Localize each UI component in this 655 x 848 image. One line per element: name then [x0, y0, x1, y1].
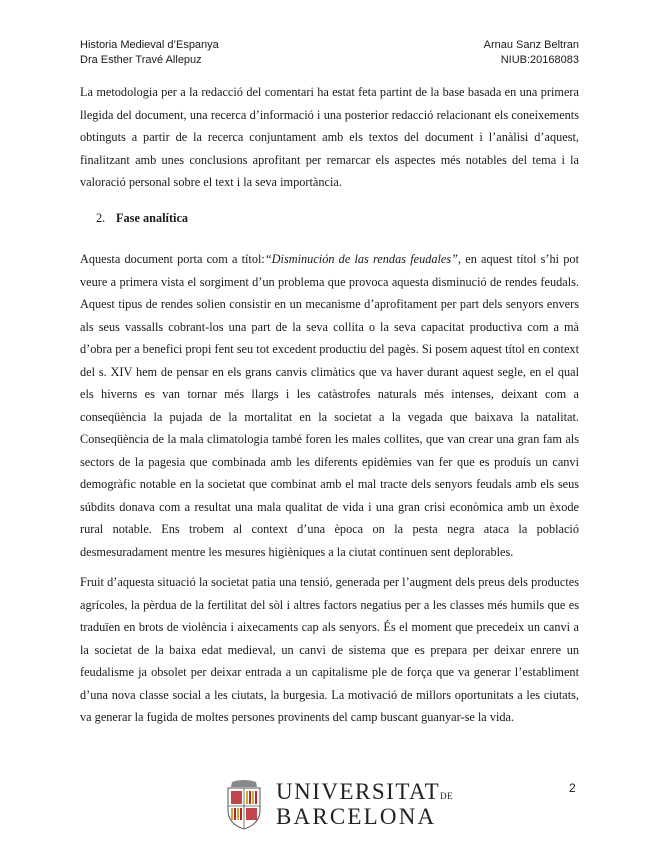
course-title: Historia Medieval d’Espanya	[80, 39, 219, 51]
document-title: “Disminución de las rendas feudales”	[264, 252, 459, 266]
page-number: 2	[569, 781, 576, 795]
header-left	[80, 38, 219, 68]
logo-line-1: UNIVERSITATDE	[276, 779, 454, 804]
analysis-body: , en aquest títol s’hi pot veure a primera vista el sorgiment d’un problema que provoca aquesta disminució de rendes feudals. Aquest tipus de rendes solien consistir en un mecanisme d’aprofitament per part dels senyors envers als seus vassalls cobrant-los una part de la seva collita o la seva capacitat productiva com a mà d’obra per a benefici propi fent seu tot excedent productiu del pagès. Si posem aquest títol en context del s. XIV hem de pensar en els grans canvis climàtics que va haver durant aquest segle, en el qual els hiverns es van tornar més llargs i les catàstrofes naturals més intenses, deixant com a conseqüència la pujada de la mortalitat en la societat a la vegada que baixava la natalitat. Conseqüència de la mala climatologia també foren les males collites, que van crear una gran fam als sectors de la pagesia que combinada amb les diferents epidèmies van fer que es produís un canvi demogràfic notable en la societat que combinat amb el mal tracte dels senyors feudals amb els seus súbdits donava com a resultat una mala qualitat de vida i una gran crisi econòmica amb un èxode rural notable. Ens trobem al context d’una època on la pesta negra ataca la població desmesuradament mentre les mesures higièniques a la ciutat continuen sent deplorables.	[80, 252, 579, 559]
analysis-intro: Aquesta document porta com a títol:	[80, 252, 265, 266]
methodology-paragraph: La metodologia per a la redacció del comentari ha estat feta partint de la base basada en una primera llegida del document, una recerca d’informació i una posterior redacció relacionant els coneixements obtinguts a partir de la recerca conjuntament amb els textos del document i l’anàlisi d’aquest, finalitzant amb unes conclusions aprofitant per remarcar els aspectes més notables del tema i la valoració personal sobre el text i la seva importància.	[80, 85, 579, 189]
section-title: Fase analítica	[116, 211, 189, 225]
section-heading	[80, 208, 579, 228]
context-paragraph: Fruit d’aquesta situació la societat patia una tensió, generada per l’augment dels preus dels productes agrícoles, la pèrdua de la fertilitat del sòl i altres factors negatius per a les classes més humils que es traduïen en brots de violència i aixecaments cap als senyors. És el moment que precedeix un canvi a la societat de la baixa edat medieval, un canvi de sistema que es prepara per deixar enrere un feudalisme ja obsolet per deixar entrada a un capitalisme ple de força que va generar l’establiment d’una nova classe social a les ciutats, la burgesia. La motivació de millors oportunitats a les ciutats, va generar la fugida de moltes persones provinents del camp buscant guanyar-se la vida.	[80, 575, 579, 724]
university-seal-icon	[224, 778, 264, 830]
section-number: 2.	[96, 211, 106, 225]
analysis-paragraph	[80, 248, 579, 563]
author-name: Arnau Sanz Beltran	[483, 39, 579, 51]
university-logo	[224, 778, 453, 830]
student-id: NIUB:20168083	[500, 54, 579, 66]
logo-line-2: BARCELONA	[276, 804, 437, 829]
header-right	[484, 38, 579, 68]
professor-name: Dra Esther Travé Allepuz	[80, 54, 202, 66]
